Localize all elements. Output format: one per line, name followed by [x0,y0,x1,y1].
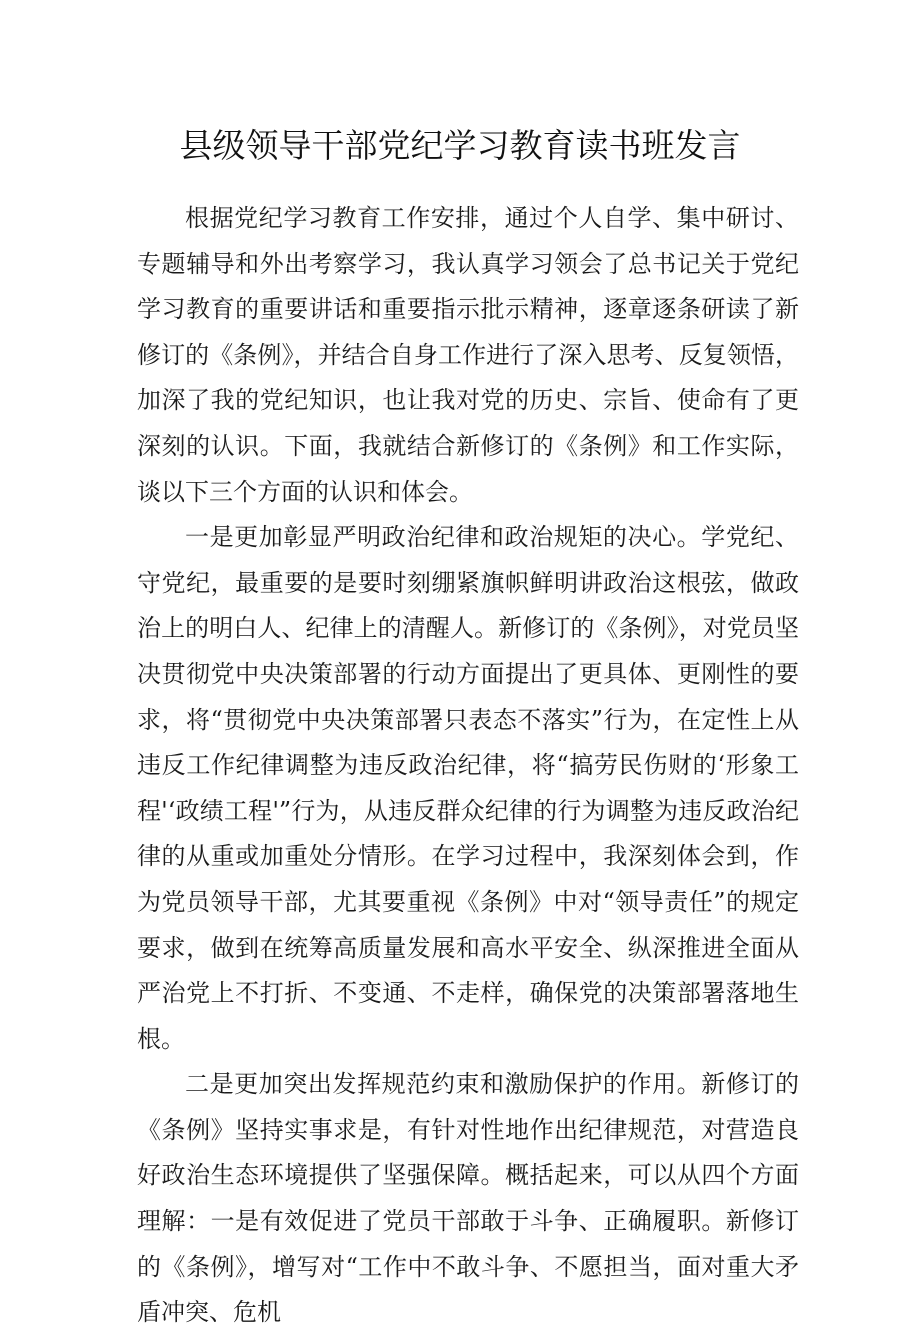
paragraph-point-one: 一是更加彰显严明政治纪律和政治规矩的决心。学党纪、守党纪，最重要的是要时刻绷紧旗帜鲜明讲政治这根弦，做政治上的明白人、纪律上的清醒人。新修订的《条例》，对党员坚决贯彻党中央决策部署的行动方面提出了更具体、更刚性的要求，将“贯彻党中央决策部署只表态不落实”行为，在定性上从违反工作纪律调整为违反政治纪律，将“搞劳民伤财的‘形象工程'‘政绩工程'”行为，从违反群众纪律的行为调整为违反政治纪律的从重或加重处分情形。在学习过程中，我深刻体会到，作为党员领导干部，尤其要重视《条例》中对“领导责任”的规定要求，做到在统筹高质量发展和高水平安全、纵深推进全面从严治党上不打折、不变通、不走样，确保党的决策部署落地生根。 [137,523,799,1053]
document-title: 县级领导干部党纪学习教育读书班发言 [179,126,741,165]
document-body [137,196,799,1336]
paragraph-intro: 根据党纪学习教育工作安排，通过个人自学、集中研讨、专题辅导和外出考察学习，我认真学习领会了总书记关于党纪学习教育的重要讲话和重要指示批示精神，逐章逐条研读了新修订的《条例》，并结合自身工作进行了深入思考、反复领悟，加深了我的党纪知识，也让我对党的历史、宗旨、使命有了更深刻的认识。下面，我就结合新修订的《条例》和工作实际，谈以下三个方面的认识和体会。 [137,204,799,506]
paragraph-point-two: 二是更加突出发挥规范约束和激励保护的作用。新修订的《条例》坚持实事求是，有针对性地作出纪律规范，对营造良好政治生态环境提供了坚强保障。概括起来，可以从四个方面理解：一是有效促进了党员干部敢于斗争、正确履职。新修订的《条例》，增写对“工作中不敢斗争、不愿担当，面对重大矛盾冲突、危机 [137,1070,799,1327]
